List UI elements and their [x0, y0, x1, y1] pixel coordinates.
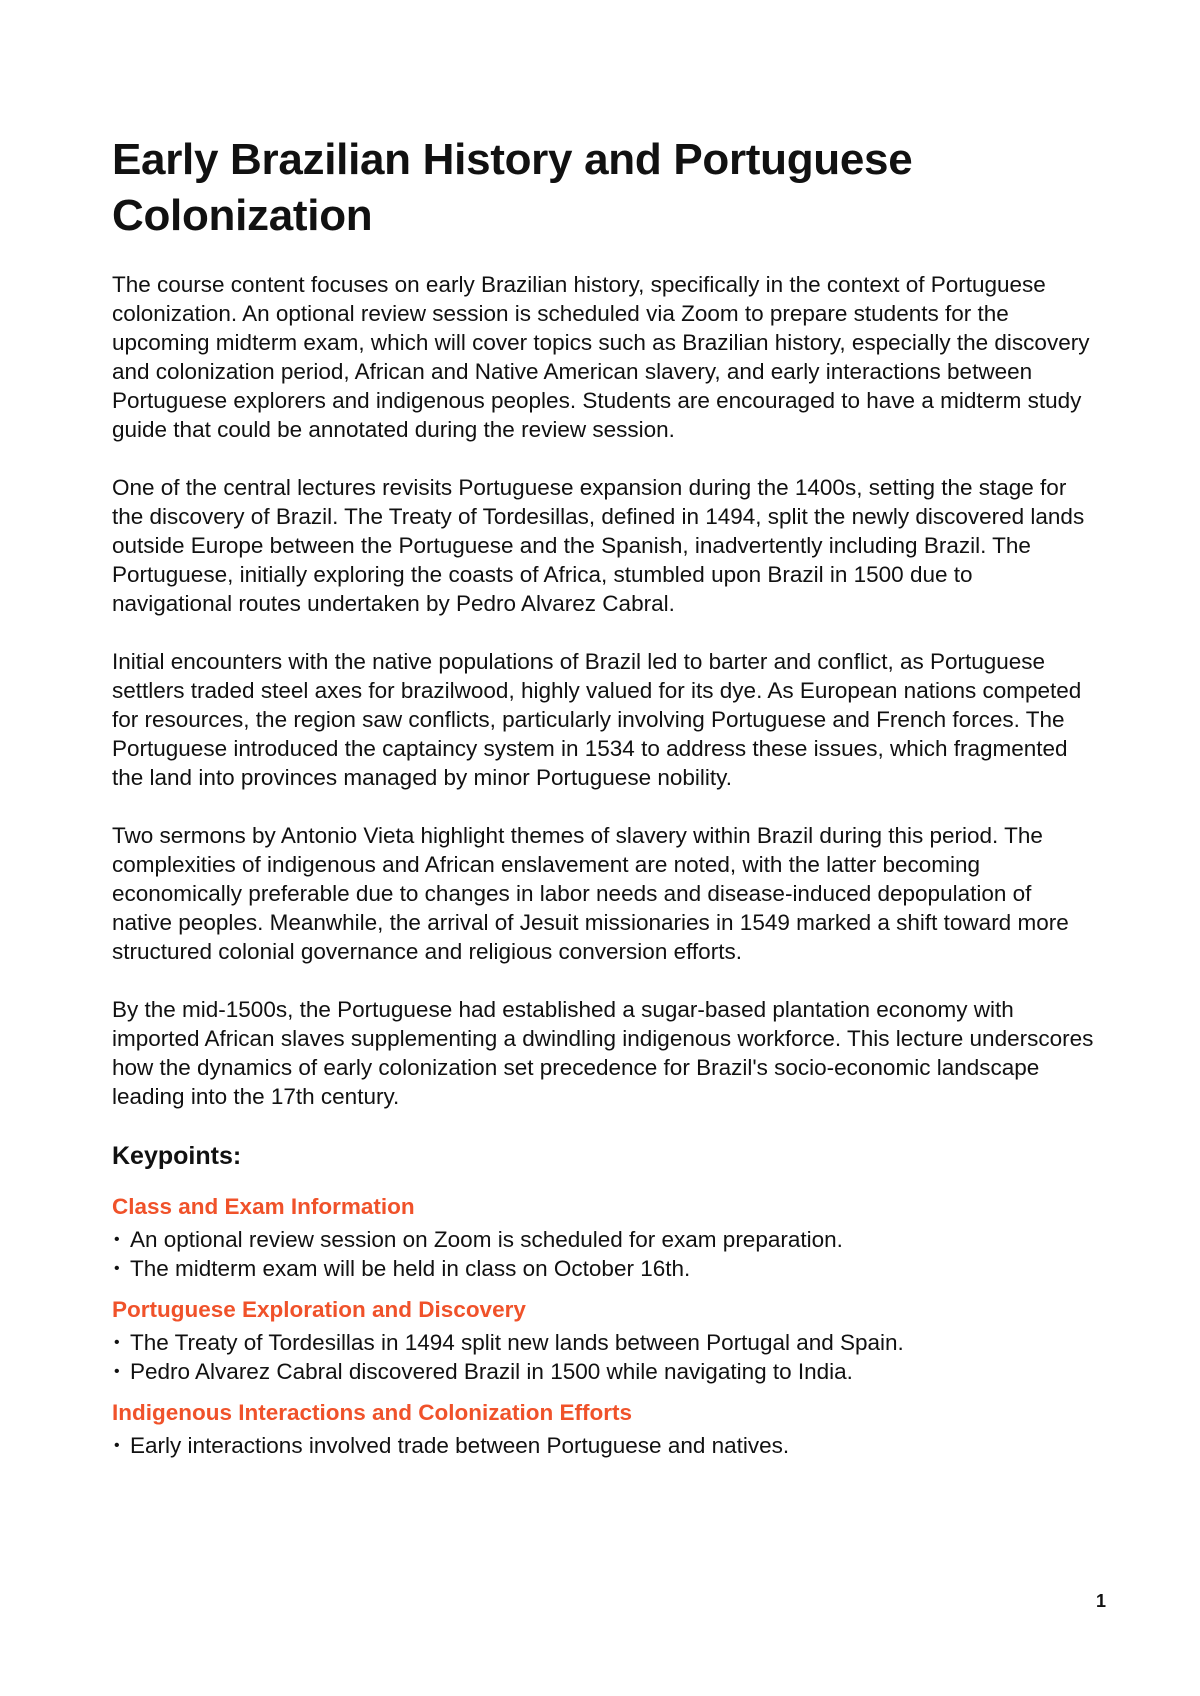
bullet-text: An optional review session on Zoom is scheduled for exam preparation.	[130, 1227, 843, 1252]
bullet-item	[112, 1357, 1097, 1386]
bullet-icon: •	[114, 1260, 120, 1277]
bullet-list	[112, 1328, 1097, 1386]
paragraph-vieta-sermons: Two sermons by Antonio Vieta highlight themes of slavery within Brazil during this period. The complexities of indigenous and African enslavement are noted, with the latter becoming economically preferable due to changes in labor needs and disease-induced depopulation of native peoples. Meanwhile, the arrival of Jesuit missionaries in 1549 marked a shift toward more structured colonial governance and religious conversion efforts.	[112, 823, 1069, 964]
bullet-item	[112, 1328, 1097, 1357]
section-title: Portuguese Exploration and Discovery	[112, 1297, 526, 1322]
page-number: 1	[1096, 1591, 1107, 1611]
bullet-text: The Treaty of Tordesillas in 1494 split new lands between Portugal and Spain.	[130, 1330, 904, 1355]
keypoint-section-indigenous	[112, 1398, 1097, 1460]
keypoint-section-exploration	[112, 1295, 1097, 1386]
keypoint-section-class-exam	[112, 1192, 1097, 1283]
bullet-item	[112, 1225, 1097, 1254]
bullet-text: Pedro Alvarez Cabral discovered Brazil in 1500 while navigating to India.	[130, 1359, 853, 1384]
paragraph-course-overview: The course content focuses on early Brazilian history, specifically in the context of Portuguese colonization. An optional review session is scheduled via Zoom to prepare students for the upcoming midterm exam, which will cover topics such as Brazilian history, especially the discovery and colonization period, African and Native American slavery, and early interactions between Portuguese explorers and indigenous peoples. Students are encouraged to have a midterm study guide that could be annotated during the review session.	[112, 272, 1090, 442]
bullet-icon: •	[114, 1231, 120, 1248]
bullet-list	[112, 1431, 1097, 1460]
section-title: Class and Exam Information	[112, 1194, 415, 1219]
document-title: Early Brazilian History and Portuguese Colonization	[112, 135, 913, 240]
bullet-text: Early interactions involved trade between Portuguese and natives.	[130, 1433, 790, 1458]
paragraph-plantation-economy: By the mid-1500s, the Portuguese had established a sugar-based plantation economy with imported African slaves supplementing a dwindling indigenous workforce. This lecture underscores how the dynamics of early colonization set precedence for Brazil's socio-economic landscape leading into the 17th century.	[112, 997, 1094, 1109]
document-page	[112, 132, 1097, 1472]
keypoints-heading: Keypoints:	[112, 1142, 242, 1170]
paragraph-portuguese-expansion: One of the central lectures revisits Portuguese expansion during the 1400s, setting the stage for the discovery of Brazil. The Treaty of Tordesillas, defined in 1494, split the newly discovered lands outside Europe between the Portuguese and the Spanish, inadvertently including Brazil. The Portuguese, initially exploring the coasts of Africa, stumbled upon Brazil in 1500 due to navigational routes undertaken by Pedro Alvarez Cabral.	[112, 475, 1085, 616]
paragraph-initial-encounters: Initial encounters with the native populations of Brazil led to barter and conflict, as Portuguese settlers traded steel axes for brazilwood, highly valued for its dye. As European nations competed for resources, the region saw conflicts, particularly involving Portuguese and French forces. The Portuguese introduced the captaincy system in 1534 to address these issues, which fragmented the land into provinces managed by minor Portuguese nobility.	[112, 649, 1082, 790]
bullet-text: The midterm exam will be held in class on October 16th.	[130, 1256, 691, 1281]
bullet-icon: •	[114, 1363, 120, 1380]
bullet-item	[112, 1431, 1097, 1460]
bullet-icon: •	[114, 1437, 120, 1454]
bullet-list	[112, 1225, 1097, 1283]
bullet-item	[112, 1254, 1097, 1283]
section-title: Indigenous Interactions and Colonization Efforts	[112, 1400, 633, 1425]
bullet-icon: •	[114, 1334, 120, 1351]
